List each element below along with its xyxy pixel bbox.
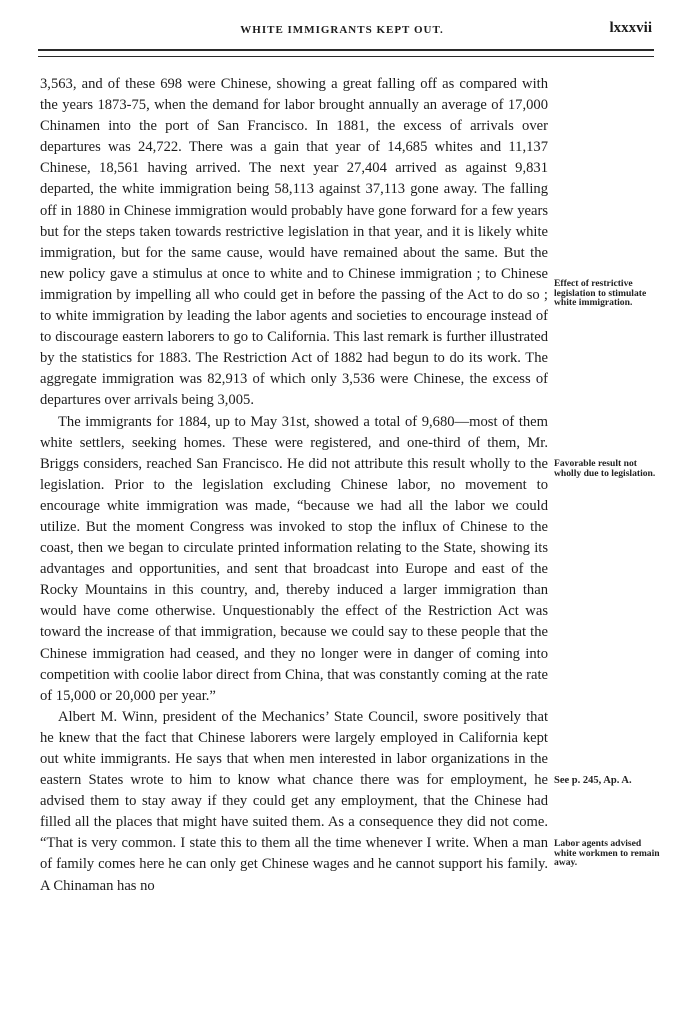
header-rule-thin: [38, 56, 654, 57]
paragraph-albert-winn: Albert M. Winn, president of the Mechanics’ State Council, swore positively that he knew that the fact that Chinese laborers were largely employed in California kept out white immigrants. He says that when men interested in labor organizations in the eastern States wrote to him to know what chance there was for employment, he advised them to stay away if they could get any employment, that the Chinese had filled all the places that might have suited them. As a consequence they did not come. “That is very common. I state this to them all the time whenever I write. When a man of family comes here he can only get Chinese wages and he cannot support his family. A Chinaman has no: [40, 708, 548, 894]
margin-note-cross-reference: See p. 245, Ap. A.: [554, 775, 632, 786]
paragraph-continued: 3,563, and of these 698 were Chinese, showing a great falling off as compared with the years 1873-75, when the demand for labor brought annually an average of 17,000 Chinamen into the port of San Francisco. In 1881, the excess of arrivals over departures was 24,722. There was a gain that year of 14,685 whites and 11,137 Chinese, 18,561 having arrived. The next year 27,404 arrived as against 9,831 departed, the white immigration being 58,113 against 37,113 gone away. The falling off in 1880 in Chinese immigration would probably have gone forward for a few years but for the steps taken towards restrictive legislation in that year, and it is likely white immigration, but for the same cause, would have remained about the same. But the new policy gave a stimulus at once to white and to Chinese immigration ; to Chinese immigration by impelling all who could get in before the passing of the Act to do so ; to white immigration by leading the labor agents and societies to encourage instead of to discourage eastern laborers to go to California. This last remark is further illustrated by the statistics for 1883. The Restriction Act of 1882 had begun to do its work. The aggregate immigration was 82,913 of which only 3,536 were Chinese, the excess of departures over arrivals being 3,005.: [40, 76, 548, 409]
header-rule-thick: [38, 49, 654, 51]
page-number: lxxxvii: [609, 20, 652, 36]
paragraph-immigrants-1884: The immigrants for 1884, up to May 31st, showed a total of 9,680—most of them white settlers, seeking homes. These were registered, and one-third of them, Mr. Briggs considers, reached San Francisco. He did not attribute this result wholly to the legislation. Prior to the legislation excluding Chinese labor, no movement to encourage white immigration was made, “because we had all the labor we could utilize. But the moment Congress was invoked to stop the influx of Chinese to the coast, then we began to circulate printed information relating to the State, showing its advantages and opportunities, and sent that broadcast into Europe and east of the Rocky Mountains in this country, and, thereby induced a larger immigration than would have come otherwise. Unquestionably the effect of the Restriction Act was toward the increase of that immigration, because we could say to these people that the Chinese immigration had ceased, and they no longer were in danger of coming into competition with coolie labor direct from China, that was constantly coming at the rate of 15,000 or 20,000 per year.”: [40, 413, 548, 704]
margin-note-favorable-result: Favorable result not wholly due to legislation.: [554, 458, 656, 479]
body-text: [40, 74, 548, 897]
margin-note-labor-agents: Labor agents advised white workmen to remain away.: [554, 838, 660, 869]
margin-note-restrictive-legislation: Effect of restrictive legislation to stimulate white immigration.: [554, 278, 647, 309]
running-title: WHITE IMMIGRANTS KEPT OUT.: [240, 24, 444, 36]
